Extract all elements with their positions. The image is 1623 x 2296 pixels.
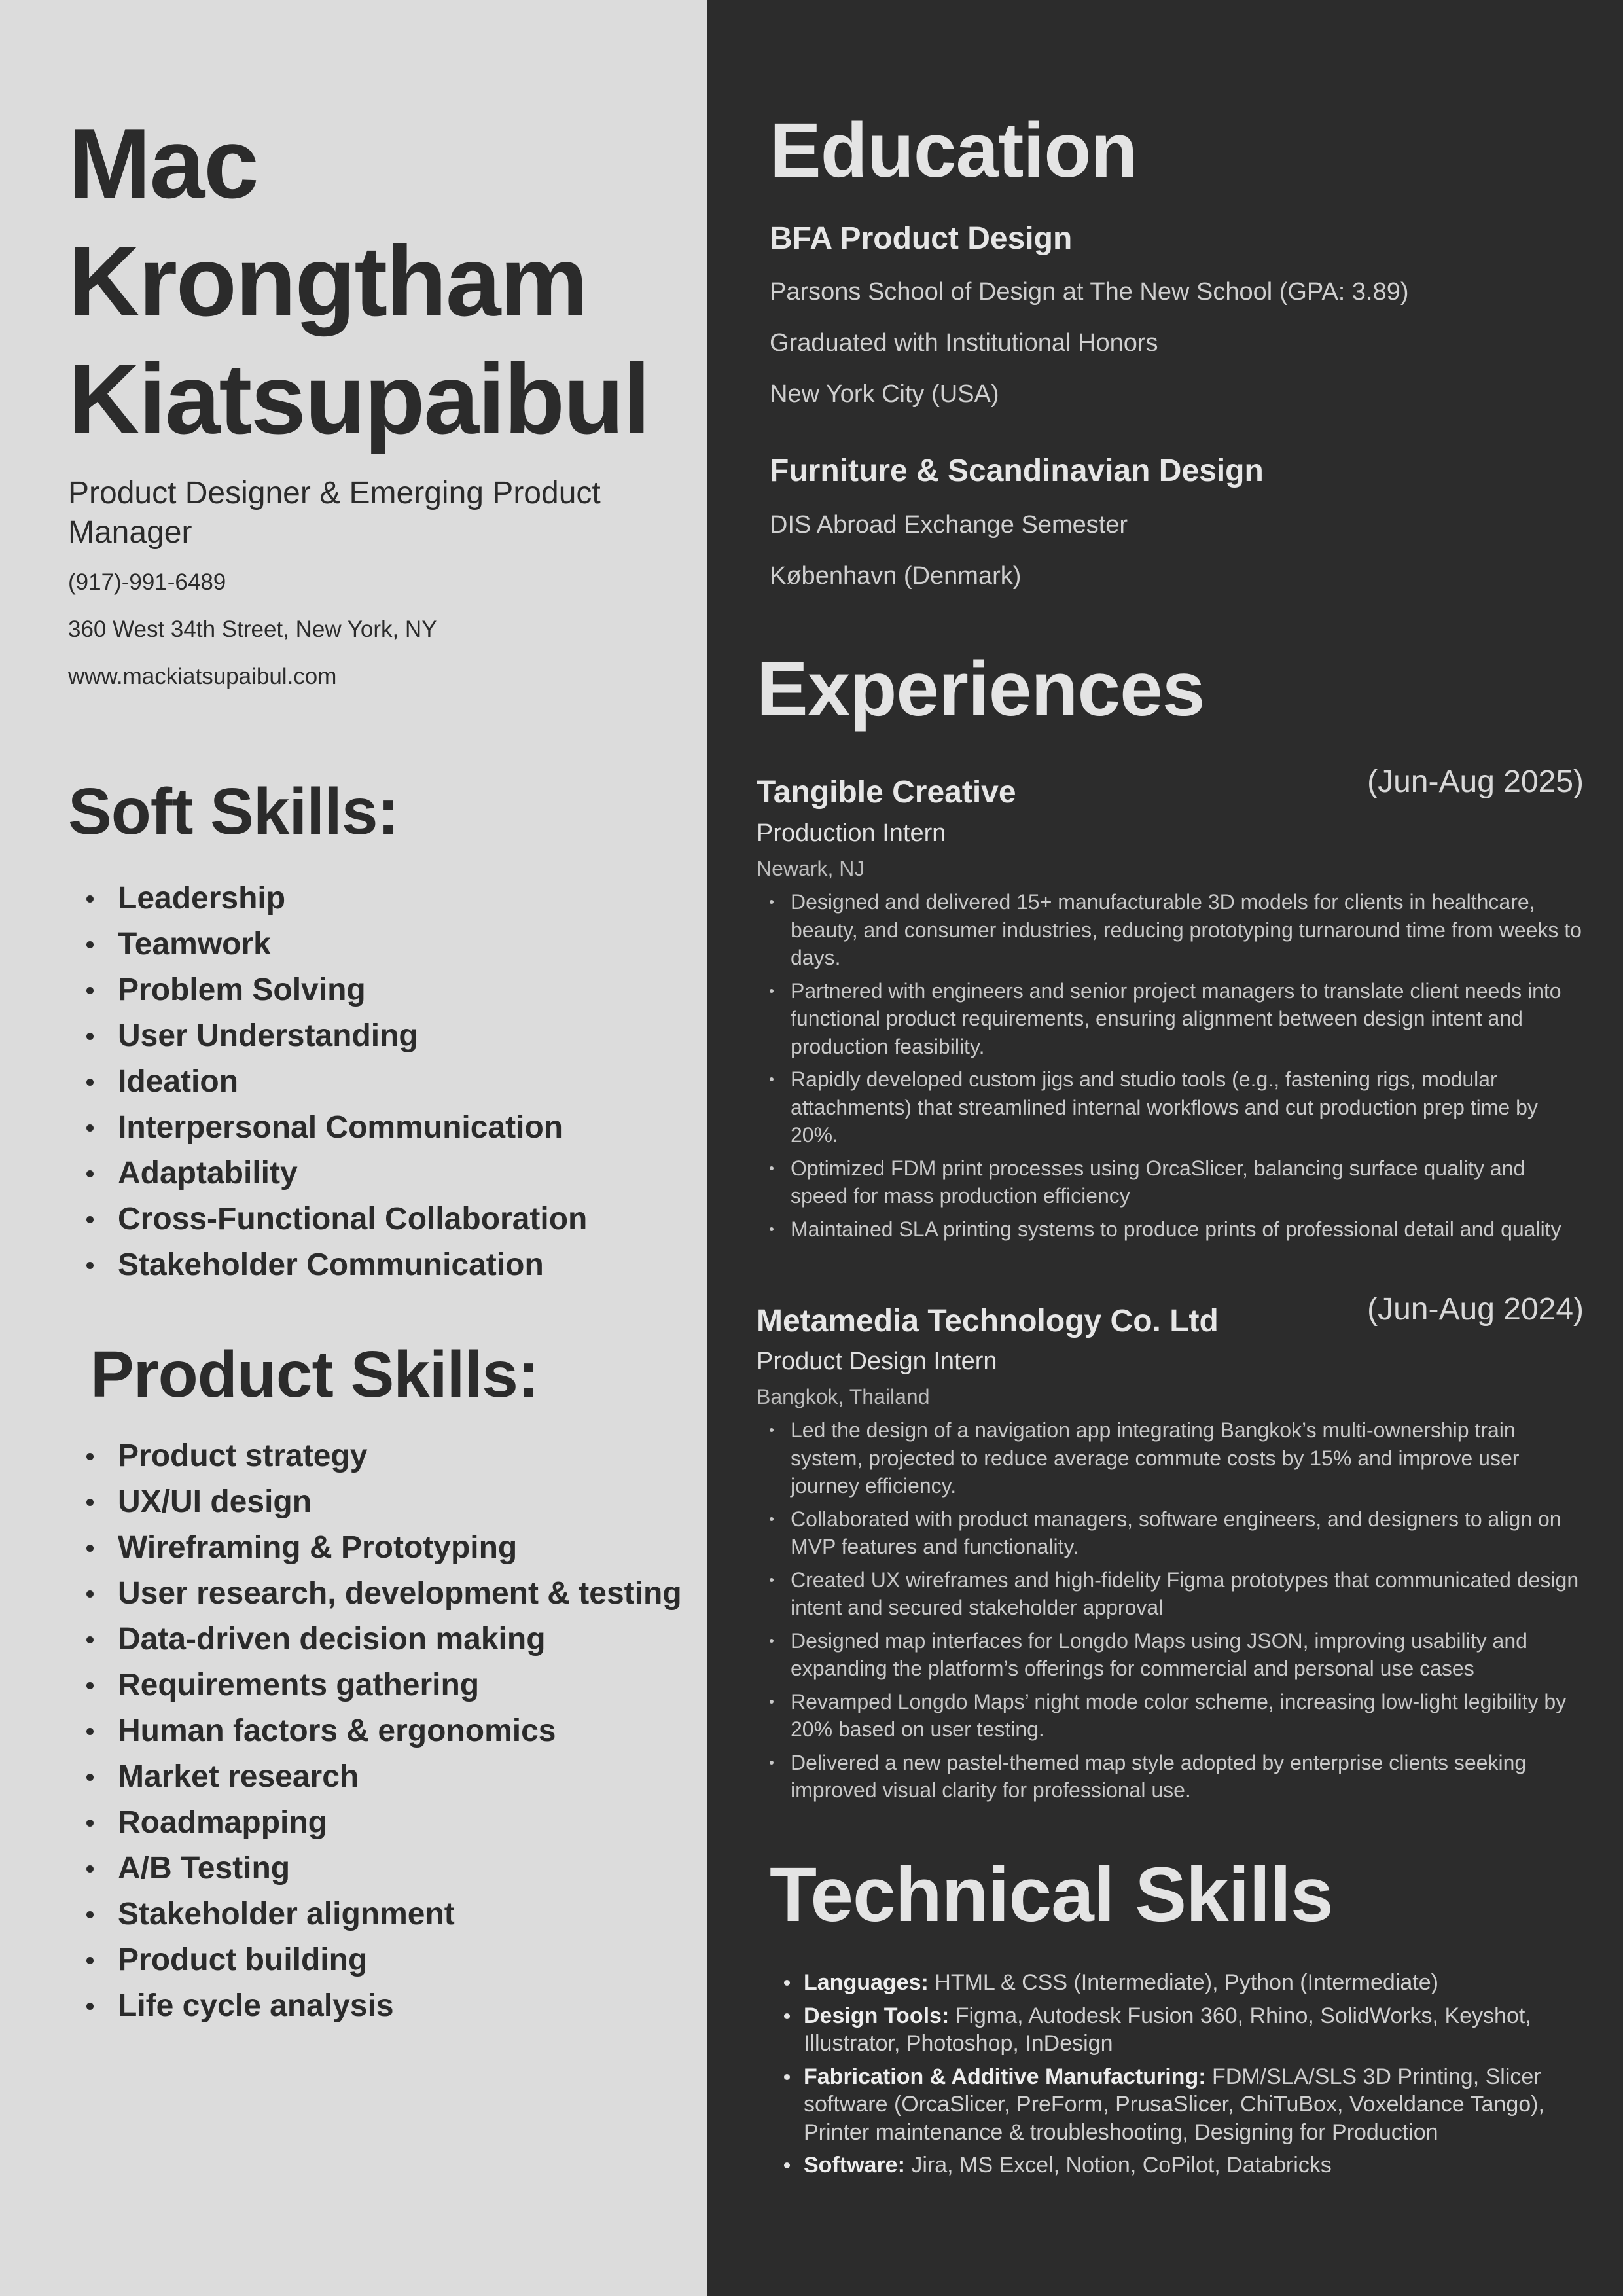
address: 360 West 34th Street, New York, NY — [68, 617, 437, 642]
list-item: Market research — [68, 1754, 682, 1800]
list-item: Delivered a new pastel-themed map style adopted by enterprise clients seeking improved visual clarity for professional use. — [757, 1749, 1588, 1804]
list-item: UX/UI design — [68, 1479, 682, 1525]
role-title: Product Designer & Emerging Product Manager — [68, 476, 601, 550]
list-item: Stakeholder Communication — [68, 1242, 587, 1288]
list-item: Designed map interfaces for Longdo Maps using JSON, improving usability and expanding the platform’s offerings for commercial and personal use cases — [757, 1627, 1588, 1683]
product-skills-list — [68, 1433, 682, 2029]
list-item: Leadership — [68, 876, 587, 922]
list-item: Cross-Functional Collaboration — [68, 1196, 587, 1242]
education-line: New York City (USA) — [770, 380, 999, 408]
list-item: User research, development & testing — [68, 1571, 682, 1617]
list-item — [770, 2002, 1581, 2058]
list-item: Revamped Longdo Maps’ night mode color scheme, increasing low-light legibility by 20% based on user testing. — [757, 1688, 1588, 1744]
skill-text: FDM/SLA/SLS 3D Printing, Slicer software (OrcaSlicer, PreForm, PrusaSlicer, ChiTuBox, Voxeldance Tango), Printer maintenance & troubleshooting, Designing for Production — [804, 2064, 1544, 2145]
soft-skills-heading: Soft Skills: — [68, 775, 399, 848]
list-item: Human factors & ergonomics — [68, 1708, 682, 1754]
job-bullets — [757, 888, 1588, 1248]
list-item: Product strategy — [68, 1433, 682, 1479]
list-item: Ideation — [68, 1059, 587, 1105]
job-bullets — [757, 1416, 1588, 1810]
job-location: Bangkok, Thailand — [757, 1385, 930, 1408]
technical-skills-list — [770, 1969, 1581, 2185]
job-title: Production Intern — [757, 819, 946, 847]
left-panel — [0, 0, 707, 2296]
list-item: Teamwork — [68, 922, 587, 967]
list-item — [770, 1969, 1581, 1997]
list-item: Maintained SLA printing systems to produce prints of professional detail and quality — [757, 1215, 1588, 1244]
education-line: Parsons School of Design at The New School (GPA: 3.89) — [770, 278, 1409, 306]
list-item: Stakeholder alignment — [68, 1892, 682, 1937]
name-line-1: Mac — [68, 108, 258, 219]
list-item: Collaborated with product managers, software engineers, and designers to align on MVP features and functionality. — [757, 1505, 1588, 1561]
education-heading: Education — [770, 107, 1137, 194]
skill-text: Jira, MS Excel, Notion, CoPilot, Databricks — [911, 2153, 1332, 2178]
education-line: København (Denmark) — [770, 562, 1022, 590]
list-item: Adaptability — [68, 1151, 587, 1196]
technical-skills-heading: Technical Skills — [770, 1852, 1333, 1938]
list-item: Led the design of a navigation app integrating Bangkok’s multi-ownership train system, projected to reduce average commute costs by 15% and improve user journey efficiency. — [757, 1416, 1588, 1500]
skill-label: Languages: — [804, 1970, 929, 1995]
company-name: Tangible Creative — [757, 775, 1016, 810]
job-dates: (Jun-Aug 2025) — [1367, 764, 1584, 799]
resume-name — [68, 105, 696, 458]
list-item: A/B Testing — [68, 1846, 682, 1892]
job-title: Product Design Intern — [757, 1348, 997, 1375]
job-location: Newark, NJ — [757, 857, 865, 880]
skill-text: Figma, Autodesk Fusion 360, Rhino, SolidWorks, Keyshot, Illustrator, Photoshop, InDesign — [804, 2003, 1531, 2056]
list-item: Roadmapping — [68, 1800, 682, 1846]
skill-label: Fabrication & Additive Manufacturing: — [804, 2064, 1206, 2089]
name-line-2: Krongtham — [68, 226, 587, 337]
list-item: Wireframing & Prototyping — [68, 1525, 682, 1571]
skill-label: Design Tools: — [804, 2003, 950, 2028]
website-link[interactable]: www.mackiatsupaibul.com — [68, 664, 337, 689]
experiences-heading: Experiences — [757, 646, 1205, 732]
phone-number: (917)-991-6489 — [68, 569, 226, 595]
list-item: Life cycle analysis — [68, 1983, 682, 2029]
education-line: DIS Abroad Exchange Semester — [770, 511, 1128, 539]
list-item: Designed and delivered 15+ manufacturable 3D models for clients in healthcare, beauty, and consumer industries, reducing prototyping turnaround time from weeks to days. — [757, 888, 1588, 972]
list-item — [770, 2151, 1581, 2179]
list-item — [770, 2063, 1581, 2147]
degree-title: BFA Product Design — [770, 221, 1073, 256]
soft-skills-list — [68, 876, 587, 1288]
education-line: Graduated with Institutional Honors — [770, 329, 1158, 357]
list-item: User Understanding — [68, 1013, 587, 1059]
list-item: Requirements gathering — [68, 1662, 682, 1708]
name-line-3: Kiatsupaibul — [68, 344, 650, 455]
company-name: Metamedia Technology Co. Ltd — [757, 1304, 1219, 1338]
list-item: Optimized FDM print processes using OrcaSlicer, balancing surface quality and speed for mass production efficiency — [757, 1155, 1588, 1210]
product-skills-heading: Product Skills: — [90, 1338, 539, 1411]
list-item: Created UX wireframes and high-fidelity Figma prototypes that communicated design intent and secured stakeholder approval — [757, 1566, 1588, 1622]
job-dates: (Jun-Aug 2024) — [1367, 1292, 1584, 1327]
list-item: Data-driven decision making — [68, 1617, 682, 1662]
list-item: Product building — [68, 1937, 682, 1983]
list-item: Problem Solving — [68, 967, 587, 1013]
skill-text: HTML & CSS (Intermediate), Python (Intermediate) — [935, 1970, 1438, 1995]
list-item: Partnered with engineers and senior project managers to translate client needs into functional product requirements, ensuring alignment between design intent and production feasibility. — [757, 977, 1588, 1061]
right-panel — [707, 0, 1623, 2296]
skill-label: Software: — [804, 2153, 905, 2178]
list-item: Rapidly developed custom jigs and studio tools (e.g., fastening rigs, modular attachments) that streamlined internal workflows and cut production prep time by 20%. — [757, 1066, 1588, 1149]
list-item: Interpersonal Communication — [68, 1105, 587, 1151]
degree-title: Furniture & Scandinavian Design — [770, 454, 1264, 488]
